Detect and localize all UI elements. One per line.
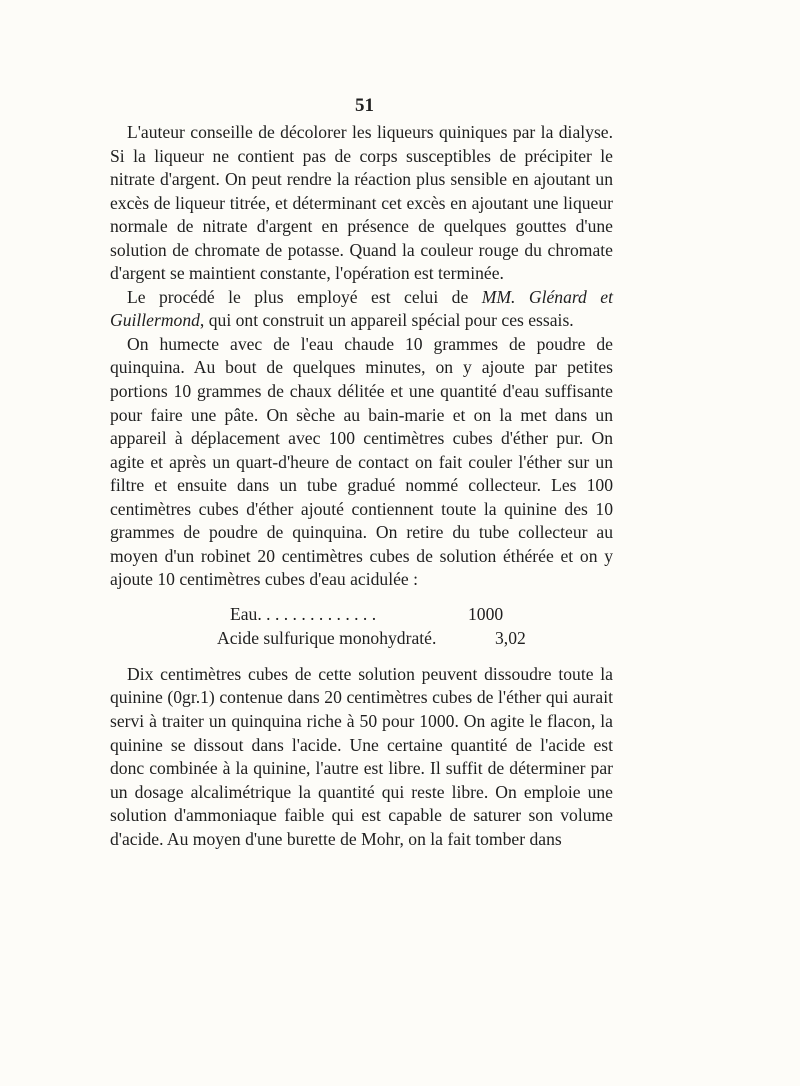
recipe-label-water: Eau. . . . . . . . . . . . . .	[230, 603, 377, 624]
paragraph-dialyse: L'auteur conseille de décolorer les liqueurs quiniques par la dialyse. Si la liqueur ne contient pas de corps susceptibles de précipiter le nitrate d'argent. On peut rendre la réaction plus sensible en ajoutant un excès de liqueur titrée, et déterminant cet excès en ajoutant une liqueur normale de nitrate d'argent en présence de quelques gouttes d'une solution de chromate de potasse. Quand la couleur rouge du chromate d'argent se maintient constante, l'opération est terminée.	[110, 122, 613, 284]
recipe-value-water: 1000	[468, 603, 504, 624]
paragraph-procede-end: , qui ont construit un appareil spécial pour ces essais.	[199, 310, 574, 331]
recipe-row-water	[110, 603, 613, 627]
author-names: MM. Glénard et Guillermond	[110, 286, 613, 331]
recipe-value-acid: 3,02	[495, 627, 526, 648]
recipe-row-acid	[110, 627, 613, 651]
recipe-table	[110, 603, 613, 651]
paragraph-procede	[110, 286, 613, 333]
paragraph-method: On humecte avec de l'eau chaude 10 grammes de poudre de quinquina. Au bout de quelques minutes, on y ajoute par petites portions 10 grammes de chaux délitée et une quantité d'eau suffisante pour faire une pâte. On sèche au bain-marie et on la met dans un appareil à déplacement avec 100 centimètres cubes d'éther pur. On agite et après un quart-d'heure de contact on fait couler l'éther sur un filtre et ensuite dans un tube gradué nommé collecteur. Les 100 centimètres cubes d'éther ajouté contiennent toute la quinine des 10 grammes de poudre de quinquina. On retire du tube collecteur au moyen d'un robinet 20 centimètres cubes de solution éthérée et on y ajoute 10 centimètres cubes d'eau acidulée :	[110, 333, 613, 590]
body-text	[110, 121, 613, 851]
paragraph-procede-intro: Le procédé le plus employé est celui de	[127, 286, 482, 307]
page-number: 51	[355, 95, 374, 116]
paragraph-titration: Dix centimètres cubes de cette solution peuvent dissoudre toute la quinine (0gr.1) contenue dans 20 centimètres cubes de l'éther qui aurait servi à traiter un quinquina riche à 50 pour 1000. On agite le flacon, la quinine se dissout dans l'acide. Une certaine quantité de l'acide est donc combinée à la quinine, l'autre est libre. Il suffit de déterminer par un dosage alcalimétrique la quantité qui reste libre. On emploie une solution d'ammoniaque faible qui est capable de saturer son volume d'acide. Au moyen d'une burette de Mohr, on la fait tomber dans	[110, 663, 613, 849]
recipe-label-acid: Acide sulfurique monohydraté.	[217, 627, 437, 648]
